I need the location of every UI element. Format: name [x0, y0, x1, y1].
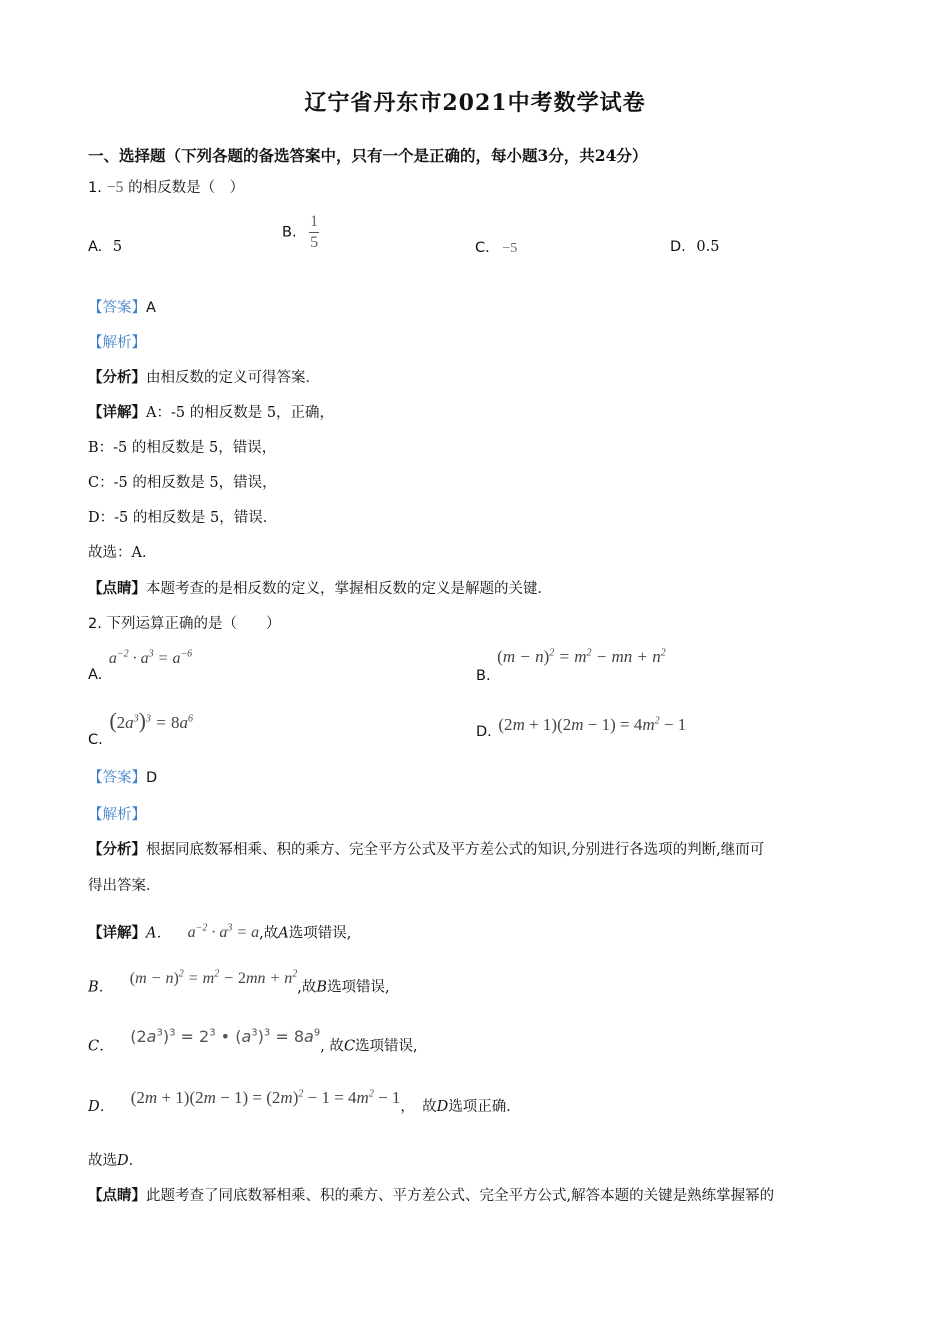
q1-analysis-tag: 【解析】: [88, 335, 146, 351]
q1-option-d: D. 0.5: [670, 239, 720, 255]
q2-detail-a: 【详解】A． $a^{-2} \cdot a^3 = a$,故A选项错误,: [88, 923, 352, 942]
q1-option-c: C. −5: [475, 240, 518, 256]
q1-fraction: $\frac{1}{5}$: [310, 213, 319, 251]
q1-line-d: D：-5 的相反数是 5，错误．: [88, 510, 278, 526]
q2-dianjing: 【点睛】此题考查了同底数幂相乘、积的乘方、平方差公式、完全平方公式,解答本题的关键是熟练掌握幂的: [88, 1187, 775, 1204]
q1-answer: 【答案】A: [88, 300, 156, 316]
section-heading: 一、选择题（下列各题的备选答案中，只有一个是正确的，每小题3分，共24分）: [88, 146, 648, 165]
q2-choice: 故选D．: [88, 1153, 144, 1169]
q1-xiangjie: 【详解】A：-5 的相反数是 5，正确，: [88, 404, 335, 421]
q1-dianjing: 【点睛】本题考查的是相反数的定义，掌握相反数的定义是解题的关键．: [88, 580, 552, 597]
q2-fenxi-line1: 【分析】根据同底数幂相乘、积的乘方、完全平方公式及平方差公式的知识,分别进行各选项的判断,继而可: [88, 841, 765, 858]
q2-fenxi-line2: 得出答案．: [88, 878, 161, 894]
q1-fenxi: 【分析】由相反数的定义可得答案．: [88, 369, 320, 386]
q2-option-b: B. $(m - n)^2 = m^2$ − mn + $n^2$: [476, 647, 666, 684]
question-1-stem: 1. −5 的相反数是（ ）: [88, 179, 245, 196]
q1-choice: 故选：A．: [88, 545, 157, 561]
q2-option-c: C. $(2a^3)^3 = 8a^6$: [88, 708, 193, 748]
q2-analysis-tag: 【解析】: [88, 807, 146, 823]
q2-detail-b: B． $(m - n)^2 = m^2 - 2mn + n^2$,故B选项错误,: [88, 969, 390, 996]
document-title: 辽宁省丹东市2021中考数学试卷: [304, 90, 646, 116]
q2-option-a: A. $a^{-2} \cdot a^3 = a^{-6}$: [88, 649, 193, 684]
q2-answer: 【答案】D: [88, 770, 158, 786]
q1-line-b: B：-5 的相反数是 5，错误，: [88, 440, 277, 456]
q2-detail-d: D． $(2m + 1)(2m - 1) = (2m)^2 - 1 = 4m^2 - 1$， 故D选项正确．: [88, 1088, 521, 1115]
q1-option-a: A. 5: [88, 239, 123, 255]
q1-expression: −5: [106, 179, 124, 196]
q2-detail-c: C． $(2a^3)^3 = 2^3$ • $(a^3)^3 = 8a^9$, 故C选项错误,: [88, 1027, 418, 1055]
question-2-stem: 2. 下列运算正确的是（ ）: [88, 616, 281, 632]
q1-option-b: B. $\frac{1}{5}$: [282, 213, 319, 251]
q1-line-c: C：-5 的相反数是 5，错误，: [88, 475, 277, 491]
q2-option-d: D. $(2m + 1)(2m - 1) = 4m^2 - 1$: [476, 715, 687, 740]
